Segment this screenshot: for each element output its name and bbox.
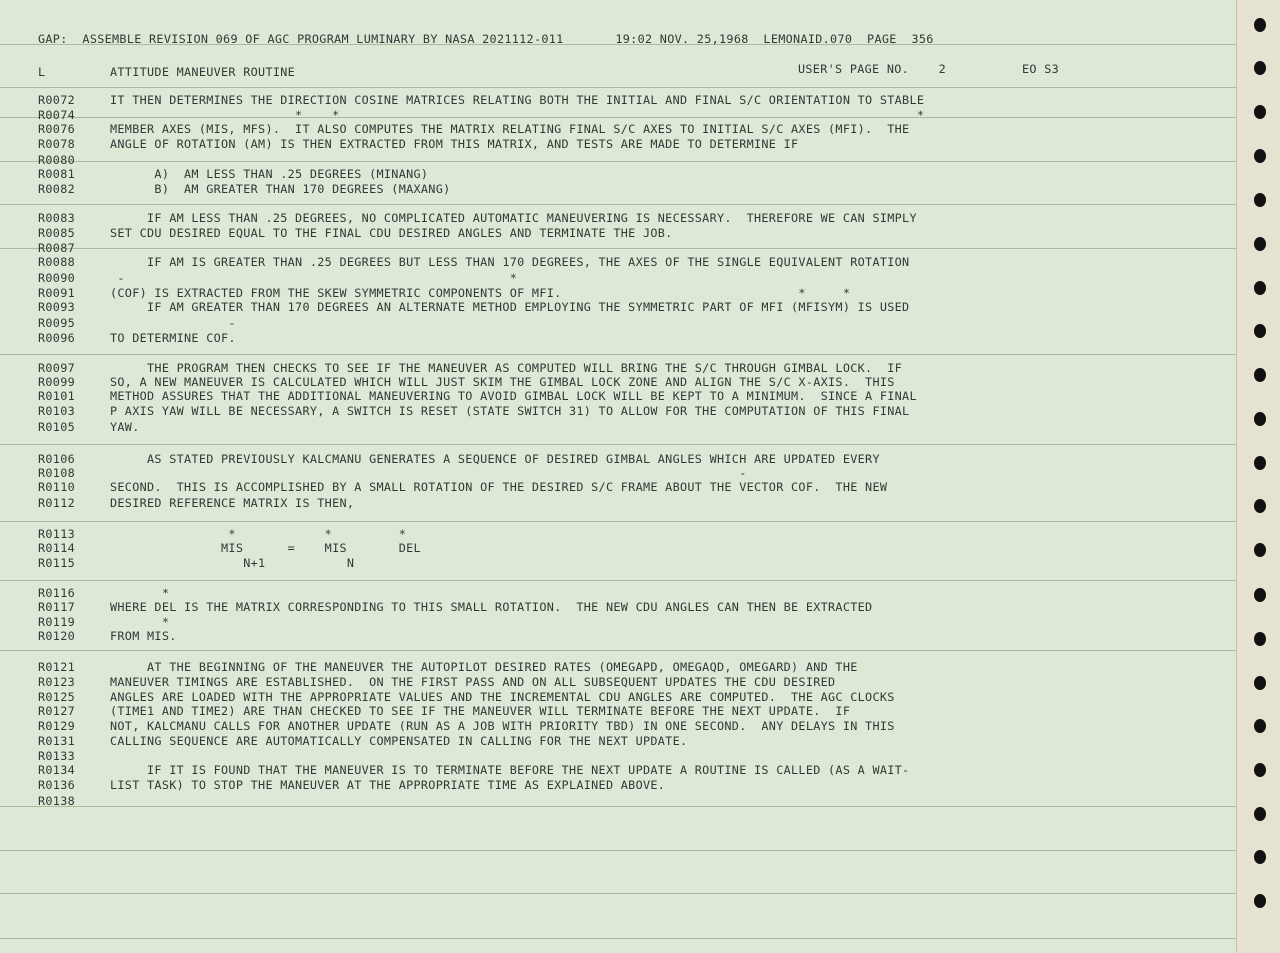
listing-line [0, 420, 1236, 435]
line-text: TO DETERMINE COF. [110, 331, 236, 345]
line-text: MEMBER AXES (MIS, MFS). IT ALSO COMPUTES THE MATRIX RELATING FINAL S/C AXES TO INITIAL S/C AXES (MFI). THE [110, 122, 910, 136]
listing-line [0, 361, 1236, 376]
line-number: R0113 [38, 527, 76, 541]
line-number: R0103 [38, 404, 76, 418]
listing-line [0, 255, 1236, 270]
listing-line [0, 122, 1236, 137]
line-text: DESIRED REFERENCE MATRIX IS THEN, [110, 496, 355, 510]
line-text: AT THE BEGINNING OF THE MANEUVER THE AUTOPILOT DESIRED RATES (OMEGAPD, OMEGAQD, OMEGARD) AND THE [110, 660, 858, 674]
feed-hole [1254, 18, 1266, 32]
feed-hole [1254, 588, 1266, 602]
listing-line [0, 167, 1236, 182]
line-text: WHERE DEL IS THE MATRIX CORRESPONDING TO THIS SMALL ROTATION. THE NEW CDU ANGLES CAN THEN BE EXTRACTED [110, 600, 873, 614]
listing-line [0, 675, 1236, 690]
feed-hole [1254, 412, 1266, 426]
listing-line [0, 719, 1236, 734]
line-number: R0087 [38, 241, 76, 255]
line-number: R0106 [38, 452, 76, 466]
line-number: R0115 [38, 556, 76, 570]
line-number: R0080 [38, 153, 76, 167]
line-number: R0099 [38, 375, 76, 389]
section-letter: L [38, 65, 46, 79]
line-number: R0133 [38, 749, 76, 763]
rule-line [0, 650, 1236, 651]
line-text: MANEUVER TIMINGS ARE ESTABLISHED. ON THE FIRST PASS AND ON ALL SUBSEQUENT UPDATES THE CDU DESIRED [110, 675, 836, 689]
line-text: SO, A NEW MANEUVER IS CALCULATED WHICH WILL JUST SKIM THE GIMBAL LOCK ZONE AND ALIGN THE S/C X-AXIS. THIS [110, 375, 895, 389]
line-text: - [110, 466, 747, 480]
listing-line [0, 452, 1236, 467]
line-text: SECOND. THIS IS ACCOMPLISHED BY A SMALL ROTATION OF THE DESIRED S/C FRAME ABOUT THE VECTOR COF. THE NEW [110, 480, 888, 494]
line-text: B) AM GREATER THAN 170 DEGREES (MAXANG) [110, 182, 451, 196]
listing-line [0, 556, 1236, 571]
line-number: R0125 [38, 690, 76, 704]
line-number: R0083 [38, 211, 76, 225]
line-text: * * * [110, 527, 407, 541]
listing-line [0, 749, 1236, 764]
line-number: R0116 [38, 586, 76, 600]
listing-line [0, 300, 1236, 315]
section-title: ATTITUDE MANEUVER ROUTINE [110, 65, 296, 79]
line-text: METHOD ASSURES THAT THE ADDITIONAL MANEUVERING TO AVOID GIMBAL LOCK WILL BE KEPT TO A MINIMUM. SINCE A FINAL [110, 389, 917, 403]
rule-line [0, 87, 1236, 88]
line-text: (TIME1 AND TIME2) ARE THAN CHECKED TO SEE IF THE MANEUVER WILL TERMINATE BEFORE THE NEXT UPDATE. IF [110, 704, 851, 718]
line-text: FROM MIS. [110, 629, 177, 643]
eo-code: EO S3 [1022, 62, 1060, 76]
listing-line [0, 541, 1236, 556]
line-number: R0081 [38, 167, 76, 181]
line-text: N+1 N [110, 556, 355, 570]
line-number: R0096 [38, 331, 76, 345]
line-text: * [110, 586, 170, 600]
line-text: IF AM GREATER THAN 170 DEGREES AN ALTERNATE METHOD EMPLOYING THE SYMMETRIC PART OF MFI (MFISYM) IS USED [110, 300, 910, 314]
line-text: ANGLE OF ROTATION (AM) IS THEN EXTRACTED FROM THIS MATRIX, AND TESTS ARE MADE TO DETERMINE IF [110, 137, 799, 151]
line-number: R0138 [38, 794, 76, 808]
feed-hole [1254, 850, 1266, 864]
listing-line [0, 226, 1236, 241]
line-text: ANGLES ARE LOADED WITH THE APPROPRIATE VALUES AND THE INCREMENTAL CDU ANGLES ARE COMPUTED. THE AGC CLOCKS [110, 690, 895, 704]
line-number: R0085 [38, 226, 76, 240]
feed-hole [1254, 543, 1266, 557]
listing-line [0, 182, 1236, 197]
feed-hole [1254, 499, 1266, 513]
line-text: IF AM IS GREATER THAN .25 DEGREES BUT LESS THAN 170 DEGREES, THE AXES OF THE SINGLE EQUIVALENT ROTATION [110, 255, 910, 269]
line-text: AS STATED PREVIOUSLY KALCMANU GENERATES A SEQUENCE OF DESIRED GIMBAL ANGLES WHICH ARE UPDATED EVERY [110, 452, 880, 466]
line-number: R0119 [38, 615, 76, 629]
line-number: R0105 [38, 420, 76, 434]
listing-line [0, 241, 1236, 256]
line-text: * [110, 615, 170, 629]
line-text: CALLING SEQUENCE ARE AUTOMATICALLY COMPENSATED IN CALLING FOR THE NEXT UPDATE. [110, 734, 688, 748]
listing-line [0, 389, 1236, 404]
line-number: R0121 [38, 660, 76, 674]
listing-line [0, 404, 1236, 419]
rule-line [0, 444, 1236, 445]
listing-line [0, 496, 1236, 511]
line-number: R0093 [38, 300, 76, 314]
line-number: R0127 [38, 704, 76, 718]
line-text: THE PROGRAM THEN CHECKS TO SEE IF THE MANEUVER AS COMPUTED WILL BRING THE S/C THROUGH GIMBAL LOCK. IF [110, 361, 903, 375]
rule-line [0, 204, 1236, 205]
line-text: SET CDU DESIRED EQUAL TO THE FINAL CDU DESIRED ANGLES AND TERMINATE THE JOB. [110, 226, 673, 240]
line-number: R0117 [38, 600, 76, 614]
line-number: R0134 [38, 763, 76, 777]
listing-line [0, 480, 1236, 495]
line-number: R0091 [38, 286, 76, 300]
listing-line [0, 375, 1236, 390]
feed-hole [1254, 237, 1266, 251]
feed-hole [1254, 281, 1266, 295]
line-number: R0076 [38, 122, 76, 136]
line-number: R0097 [38, 361, 76, 375]
line-number: R0110 [38, 480, 76, 494]
listing-line [0, 527, 1236, 542]
listing-line [0, 660, 1236, 675]
line-number: R0074 [38, 108, 76, 122]
line-number: R0129 [38, 719, 76, 733]
feed-hole [1254, 61, 1266, 75]
feed-hole [1254, 632, 1266, 646]
feed-hole [1254, 456, 1266, 470]
listing-line [0, 466, 1236, 481]
rule-line [0, 938, 1236, 939]
listing-line [0, 690, 1236, 705]
feed-hole [1254, 324, 1266, 338]
line-text: IF AM LESS THAN .25 DEGREES, NO COMPLICATED AUTOMATIC MANEUVERING IS NECESSARY. THEREFORE WE CAN SIMPLY [110, 211, 917, 225]
rule-line [0, 580, 1236, 581]
listing-line [0, 600, 1236, 615]
line-number: R0101 [38, 389, 76, 403]
line-text: * * * [110, 108, 925, 122]
line-number: R0131 [38, 734, 76, 748]
listing-line [0, 137, 1236, 152]
line-text: MIS = MIS DEL [110, 541, 421, 555]
listing-line [0, 704, 1236, 719]
line-number: R0112 [38, 496, 76, 510]
feed-hole [1254, 894, 1266, 908]
rule-line [0, 850, 1236, 851]
line-text: YAW. [110, 420, 140, 434]
line-number: R0108 [38, 466, 76, 480]
rule-line [0, 521, 1236, 522]
line-number: R0078 [38, 137, 76, 151]
feed-hole [1254, 719, 1266, 733]
line-number: R0114 [38, 541, 76, 555]
listing-line [0, 763, 1236, 778]
rule-line [0, 893, 1236, 894]
listing-line [0, 286, 1236, 301]
listing-line [0, 211, 1236, 226]
line-number: R0082 [38, 182, 76, 196]
line-text: NOT, KALCMANU CALLS FOR ANOTHER UPDATE (RUN AS A JOB WITH PRIORITY TBD) IN ONE SECOND. ANY DELAYS IN THIS [110, 719, 895, 733]
line-text: - [110, 316, 236, 330]
user-page-number: USER'S PAGE NO. 2 [798, 62, 947, 76]
listing-line [0, 153, 1236, 168]
feed-hole [1254, 676, 1266, 690]
feed-hole [1254, 807, 1266, 821]
tractor-feed-margin [1236, 0, 1280, 953]
feed-hole [1254, 368, 1266, 382]
line-text: LIST TASK) TO STOP THE MANEUVER AT THE APPROPRIATE TIME AS EXPLAINED ABOVE. [110, 778, 666, 792]
listing-line [0, 271, 1236, 286]
line-text: (COF) IS EXTRACTED FROM THE SKEW SYMMETRIC COMPONENTS OF MFI. * * [110, 286, 851, 300]
line-number: R0123 [38, 675, 76, 689]
feed-hole [1254, 105, 1266, 119]
listing-line [0, 93, 1236, 108]
listing-line [0, 108, 1236, 123]
page-header-line: GAP: ASSEMBLE REVISION 069 OF AGC PROGRAM LUMINARY BY NASA 2021112-011 19:02 NOV. 25,1968 LEMONAID.070 PAGE 356 [38, 32, 934, 46]
line-number: R0095 [38, 316, 76, 330]
line-text: P AXIS YAW WILL BE NECESSARY, A SWITCH IS RESET (STATE SWITCH 31) TO ALLOW FOR THE COMPUTATION OF THIS FINAL [110, 404, 910, 418]
listing-line [0, 629, 1236, 644]
feed-hole [1254, 149, 1266, 163]
listing-line [0, 794, 1236, 809]
listing-line [0, 331, 1236, 346]
line-number: R0088 [38, 255, 76, 269]
line-number: R0072 [38, 93, 76, 107]
listing-line [0, 615, 1236, 630]
line-number: R0090 [38, 271, 76, 285]
feed-hole [1254, 193, 1266, 207]
listing-line [0, 734, 1236, 749]
line-text: IF IT IS FOUND THAT THE MANEUVER IS TO TERMINATE BEFORE THE NEXT UPDATE A ROUTINE IS CALLED (AS A WAIT- [110, 763, 910, 777]
line-text: IT THEN DETERMINES THE DIRECTION COSINE MATRICES RELATING BOTH THE INITIAL AND FINAL S/C ORIENTATION TO STABLE [110, 93, 925, 107]
line-text: A) AM LESS THAN .25 DEGREES (MINANG) [110, 167, 429, 181]
listing-line [0, 316, 1236, 331]
listing-line [0, 778, 1236, 793]
line-number: R0136 [38, 778, 76, 792]
line-text: - * [110, 271, 518, 285]
listing-line [0, 586, 1236, 601]
feed-hole [1254, 763, 1266, 777]
line-number: R0120 [38, 629, 76, 643]
rule-line [0, 354, 1236, 355]
